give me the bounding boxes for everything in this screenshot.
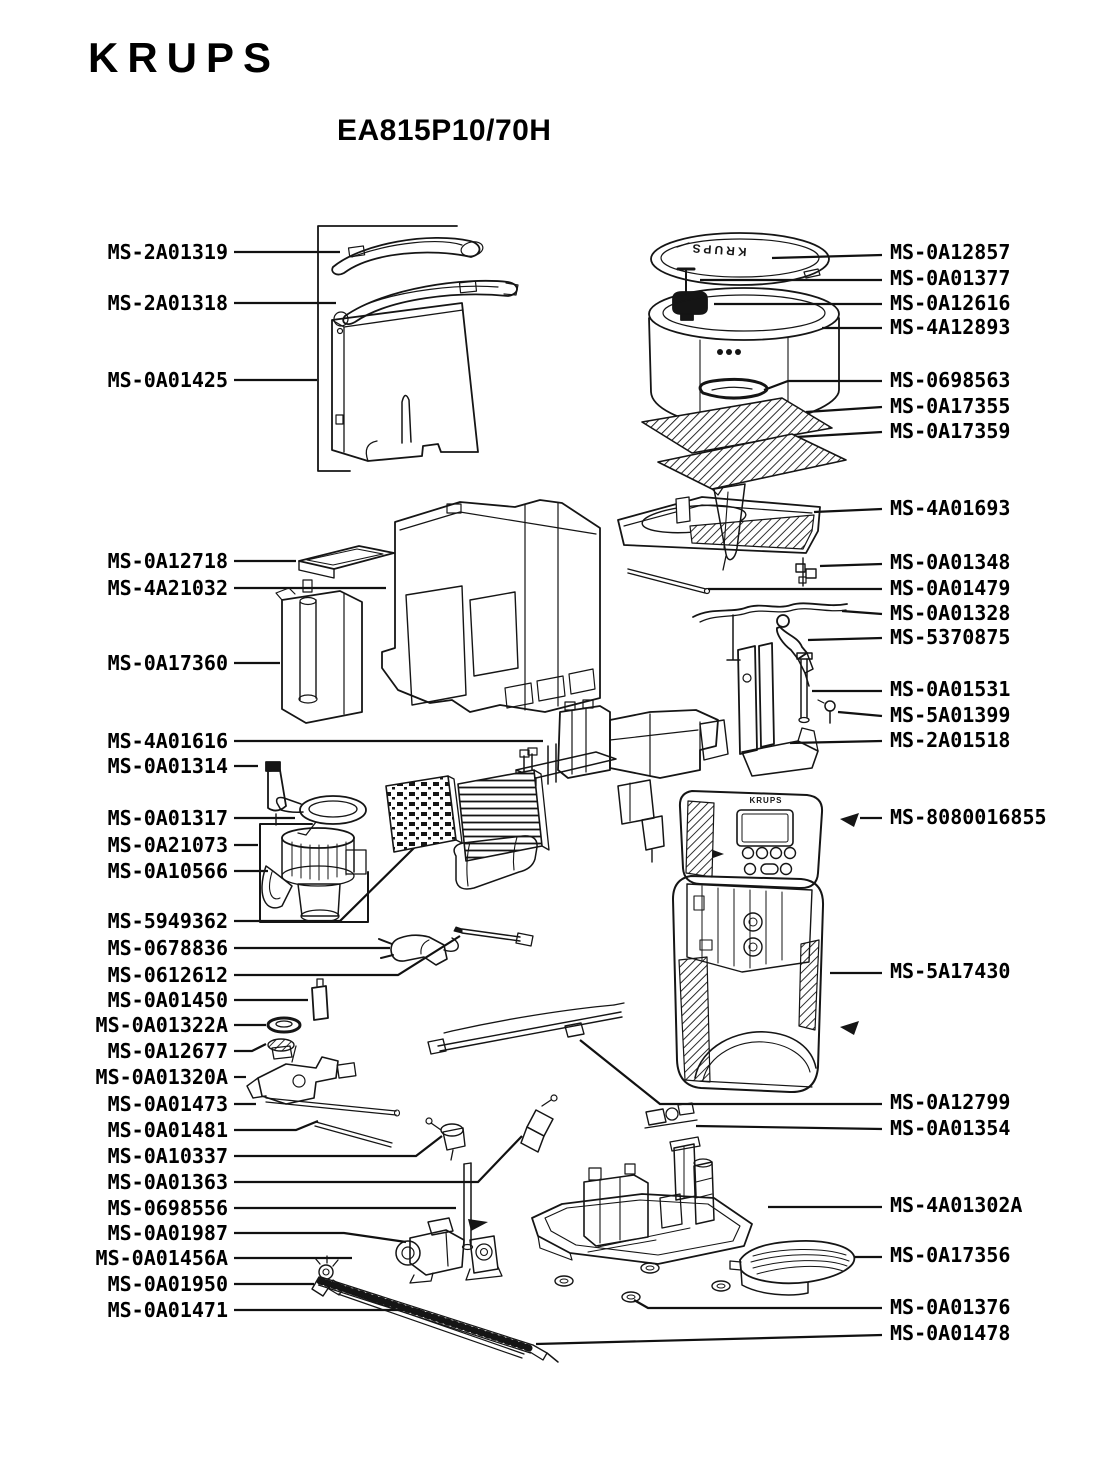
part-label-right-5: MS-0A17355 xyxy=(890,394,1011,418)
part-label-right-4: MS-0698563 xyxy=(890,368,1011,392)
part-label-left-6: MS-4A01616 xyxy=(107,729,228,753)
part-label-left-9: MS-0A21073 xyxy=(107,833,228,857)
part-label-left-16: MS-0A12677 xyxy=(107,1039,228,1063)
part-label-left-3: MS-0A12718 xyxy=(107,549,228,573)
part-label-left-2: MS-0A01425 xyxy=(107,368,228,392)
part-label-left-25: MS-0A01950 xyxy=(107,1272,228,1296)
part-label-left-0: MS-2A01319 xyxy=(107,240,228,264)
part-label-right-18: MS-0A01354 xyxy=(890,1116,1011,1140)
part-label-right-20: MS-0A17356 xyxy=(890,1243,1011,1267)
part-label-right-21: MS-0A01376 xyxy=(890,1295,1011,1319)
part-label-right-10: MS-0A01328 xyxy=(890,601,1011,625)
part-label-right-0: MS-0A12857 xyxy=(890,240,1011,264)
part-label-left-10: MS-0A10566 xyxy=(107,859,228,883)
part-label-left-19: MS-0A01481 xyxy=(107,1118,228,1142)
part-label-right-7: MS-4A01693 xyxy=(890,496,1011,520)
part-label-right-13: MS-5A01399 xyxy=(890,703,1011,727)
part-label-right-15: MS-8080016855 xyxy=(890,805,1047,829)
part-label-right-11: MS-5370875 xyxy=(890,625,1011,649)
part-label-left-8: MS-0A01317 xyxy=(107,806,228,830)
part-label-right-19: MS-4A01302A xyxy=(890,1193,1023,1217)
part-label-right-16: MS-5A17430 xyxy=(890,959,1011,983)
part-label-right-9: MS-0A01479 xyxy=(890,576,1011,600)
part-label-left-13: MS-0612612 xyxy=(107,963,228,987)
model-number-title: EA815P10/70H xyxy=(337,114,552,147)
part-label-left-4: MS-4A21032 xyxy=(107,576,228,600)
panel-brand-text: KRUPS xyxy=(749,796,783,805)
part-label-right-14: MS-2A01518 xyxy=(890,728,1011,752)
part-label-right-6: MS-0A17359 xyxy=(890,419,1011,443)
brand-logo: KRUPS xyxy=(88,34,281,81)
part-label-left-18: MS-0A01473 xyxy=(107,1092,228,1116)
part-label-left-15: MS-0A01322A xyxy=(95,1013,228,1037)
part-label-right-1: MS-0A01377 xyxy=(890,266,1011,290)
lid-brand-text: KRUPS xyxy=(689,241,747,259)
part-label-left-11: MS-5949362 xyxy=(107,909,228,933)
part-label-left-26: MS-0A01471 xyxy=(107,1298,228,1322)
part-label-left-14: MS-0A01450 xyxy=(107,988,228,1012)
part-label-left-23: MS-0A01987 xyxy=(107,1221,228,1245)
part-label-left-1: MS-2A01318 xyxy=(107,291,228,315)
part-label-right-17: MS-0A12799 xyxy=(890,1090,1011,1114)
part-label-left-7: MS-0A01314 xyxy=(107,754,228,778)
part-label-left-17: MS-0A01320A xyxy=(95,1065,228,1089)
part-label-right-22: MS-0A01478 xyxy=(890,1321,1011,1345)
part-label-left-5: MS-0A17360 xyxy=(107,651,228,675)
part-label-right-8: MS-0A01348 xyxy=(890,550,1011,574)
part-label-right-2: MS-0A12616 xyxy=(890,291,1011,315)
part-label-left-22: MS-0698556 xyxy=(107,1196,228,1220)
part-label-left-20: MS-0A10337 xyxy=(107,1144,228,1168)
part-label-right-12: MS-0A01531 xyxy=(890,677,1011,701)
part-label-right-3: MS-4A12893 xyxy=(890,315,1011,339)
part-label-left-21: MS-0A01363 xyxy=(107,1170,228,1194)
part-label-left-24: MS-0A01456A xyxy=(95,1246,228,1270)
part-label-left-12: MS-0678836 xyxy=(107,936,228,960)
